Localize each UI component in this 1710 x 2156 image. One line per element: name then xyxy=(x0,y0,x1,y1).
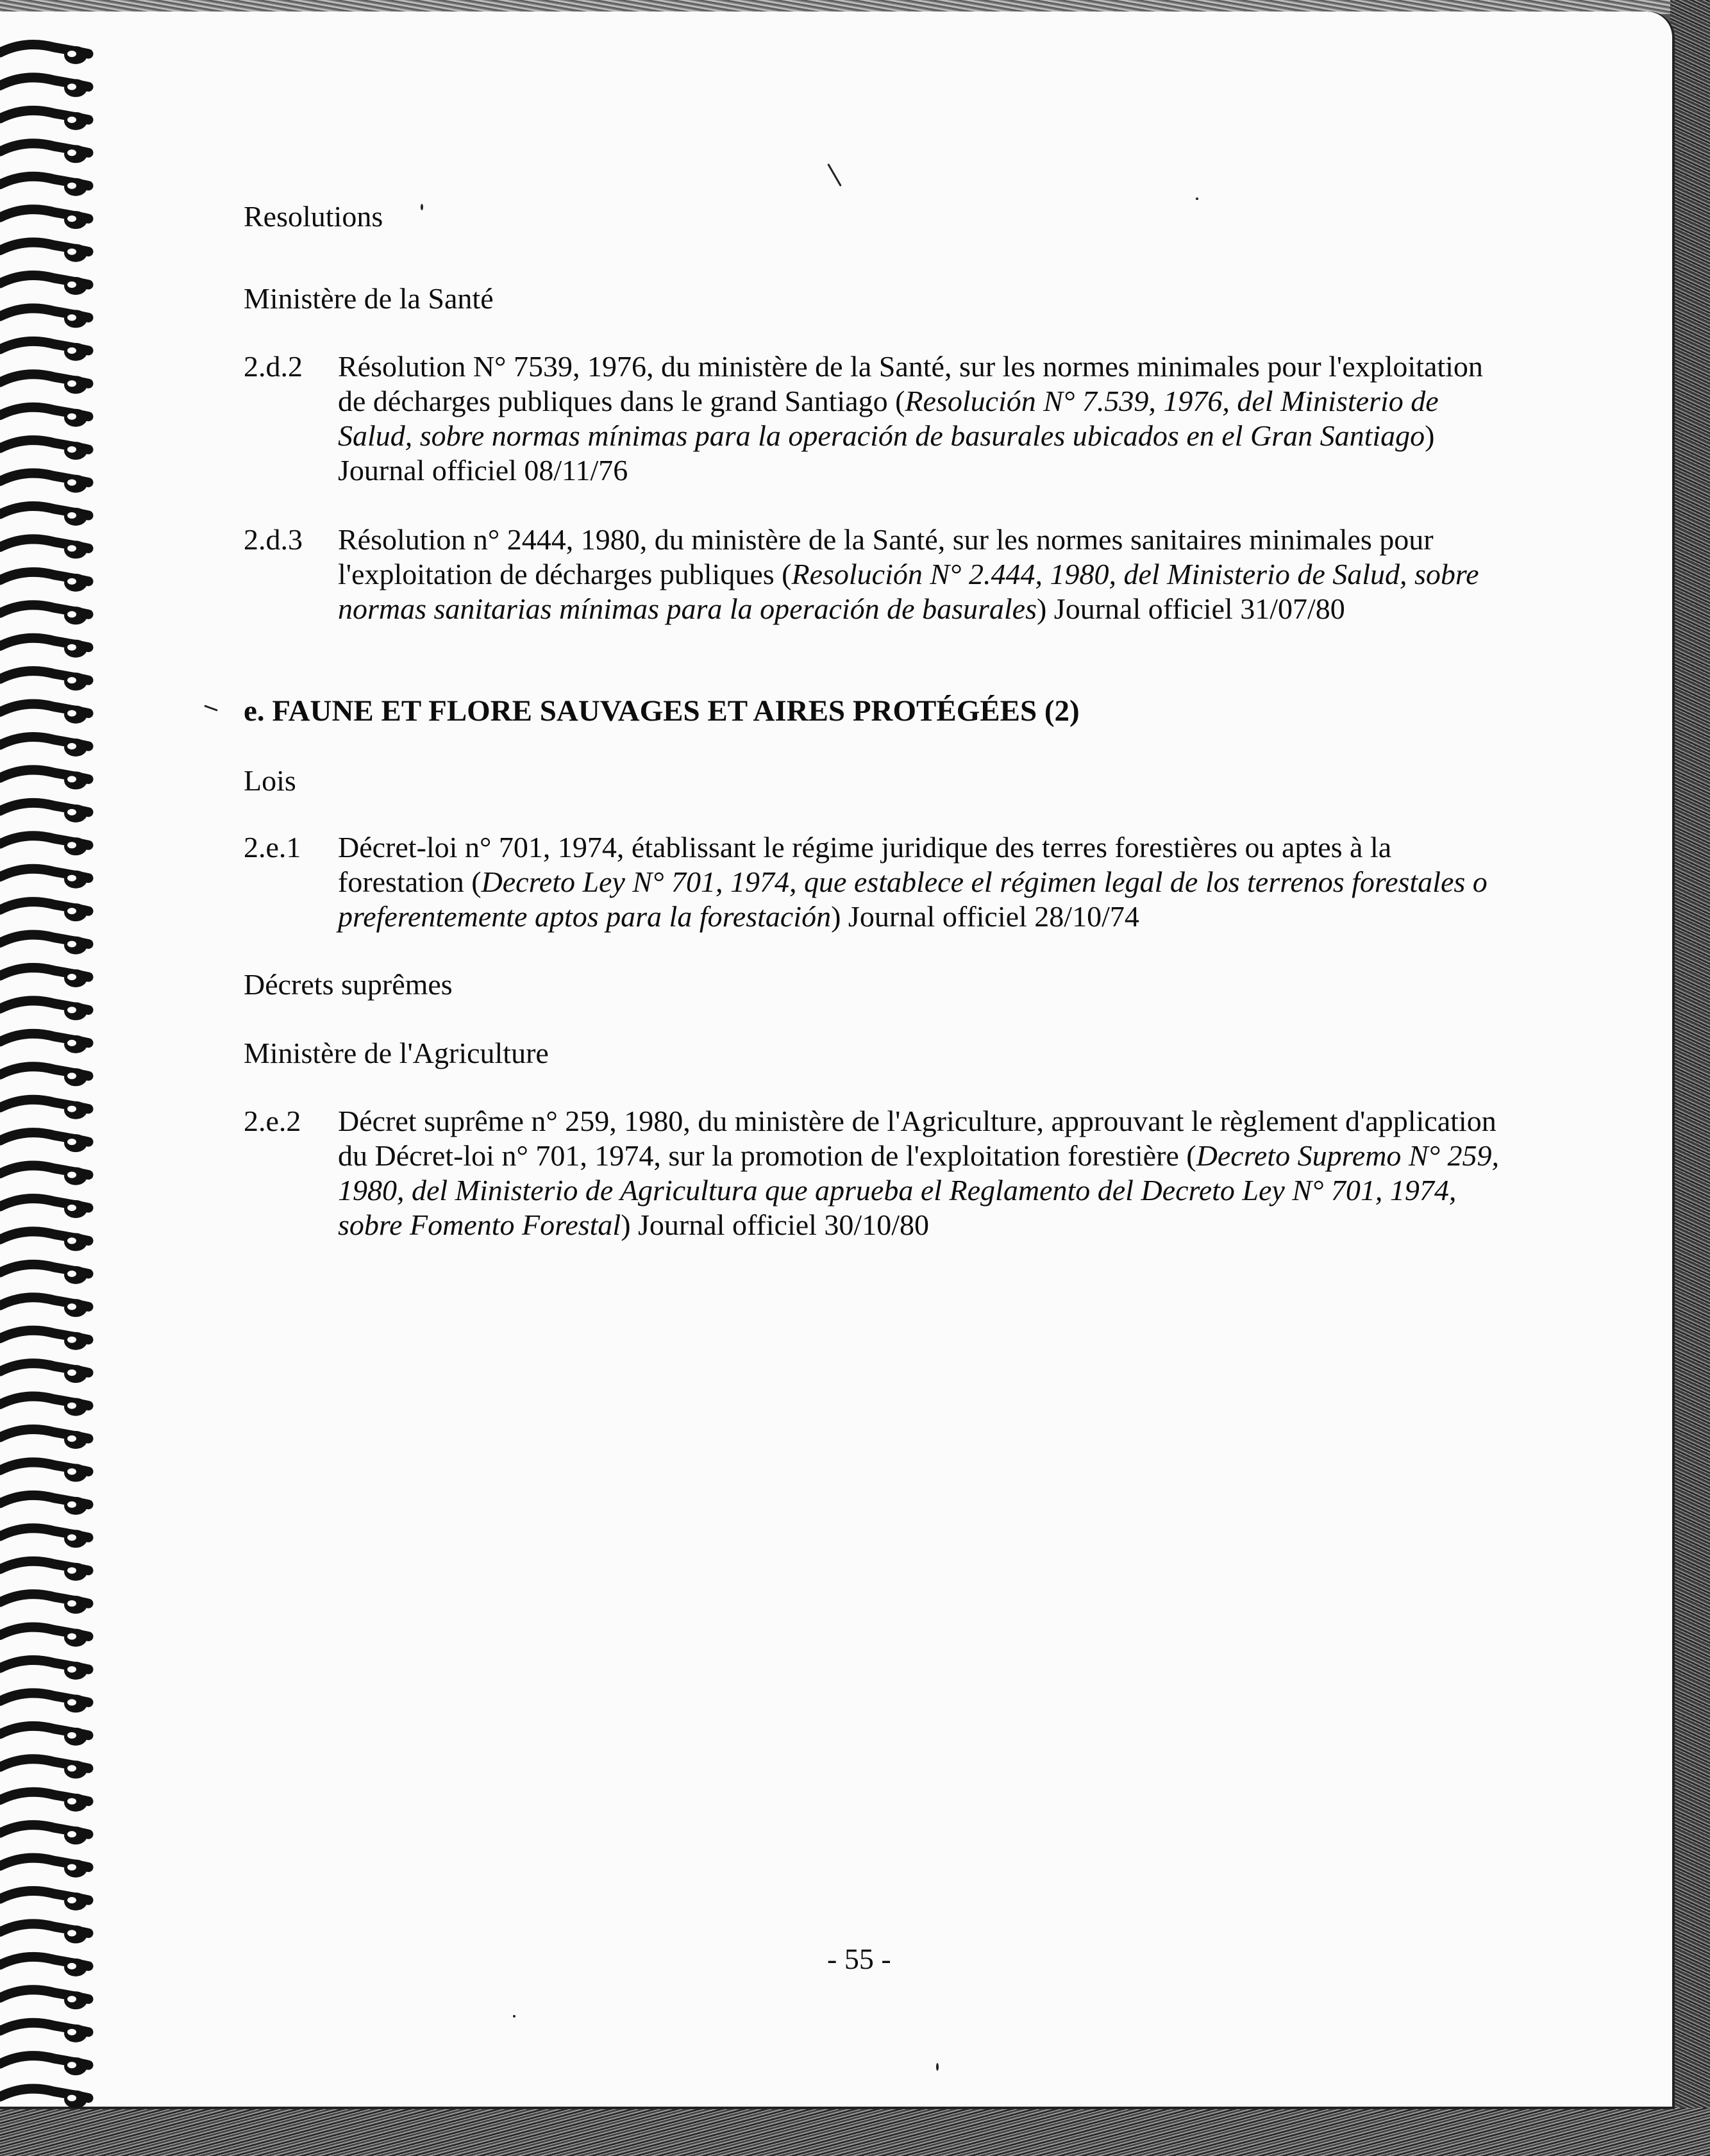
entry-number: 2.d.3 xyxy=(244,523,303,556)
page-content xyxy=(0,12,1675,2109)
heading-decrets-supremes: Décrets suprêmes xyxy=(244,968,453,1001)
entry-text xyxy=(338,830,1511,934)
entry-number: 2.d.2 xyxy=(244,350,303,383)
entry-text-end: ) Journal officiel 28/10/74 xyxy=(831,900,1139,933)
scan-border-right xyxy=(1670,0,1710,2156)
scan-speck xyxy=(204,705,218,711)
entry-text-fr: Décret suprême n° 259, 1980, du ministère de l'Agriculture, approuvant le règlement d'application du Décret-loi n° 701, 1974, sur la promotion de l'exploitation forestière ( xyxy=(338,1105,1496,1172)
entry-text-end: ) Journal officiel 31/07/80 xyxy=(1036,592,1345,625)
document-page xyxy=(0,12,1675,2109)
heading-ministere-agriculture: Ministère de l'Agriculture xyxy=(244,1037,549,1069)
entry-text-fr: Décret-loi n° 701, 1974, établissant le régime juridique des terres forestières ou aptes à la forestation ( xyxy=(338,831,1392,898)
heading-resolutions: Resolutions xyxy=(244,200,383,233)
scan-speck xyxy=(827,163,842,187)
heading-lois: Lois xyxy=(244,764,296,797)
heading-ministere-sante: Ministère de la Santé xyxy=(244,282,494,315)
entry-text xyxy=(338,522,1511,626)
entry-text-es: Resolución N° 2.444, 1980, del Ministerio de Salud, sobre normas sanitarias mínimas para la operación de basurales xyxy=(338,558,1479,625)
scan-speck xyxy=(513,2015,516,2018)
scan-speck xyxy=(421,204,423,210)
entry-text-end: ) Journal officiel 08/11/76 xyxy=(338,419,1435,487)
entry-text xyxy=(338,1104,1511,1242)
page-number: - 55 - xyxy=(827,1943,891,1975)
entry-text xyxy=(338,349,1511,488)
entry-text-fr: Résolution n° 2444, 1980, du ministère de la Santé, sur les normes sanitaires minimales pour l'exploitation de décharges publiques ( xyxy=(338,523,1434,590)
entry-text-es: Decreto Ley N° 701, 1974, que establece el régimen legal de los terrenos forestales o preferentemente aptos para la forestación xyxy=(338,865,1488,933)
entry-text-end: ) Journal officiel 30/10/80 xyxy=(621,1208,929,1241)
entry-text-es: Decreto Supremo N° 259, 1980, del Ministerio de Agricultura que aprueba el Reglamento del Decreto Ley N° 701, 1974, sobre Fomento Forestal xyxy=(338,1139,1499,1241)
entry-text-es: Resolución N° 7.539, 1976, del Ministerio de Salud, sobre normas mínimas para la operación de basurales ubicados en el Gran Santiago xyxy=(338,385,1439,452)
entry-number: 2.e.2 xyxy=(244,1105,301,1137)
scan-border-bottom xyxy=(0,2108,1710,2156)
entry-text-fr: Résolution N° 7539, 1976, du ministère de la Santé, sur les normes minimales pour l'exploitation de décharges publiques dans le grand Santiago ( xyxy=(338,350,1483,417)
scan-speck xyxy=(936,2063,939,2071)
scan-speck xyxy=(1196,197,1198,200)
section-heading-faune-flore: e. FAUNE ET FLORE SAUVAGES ET AIRES PROTÉGÉES (2) xyxy=(244,694,1080,728)
entry-number: 2.e.1 xyxy=(244,831,301,864)
